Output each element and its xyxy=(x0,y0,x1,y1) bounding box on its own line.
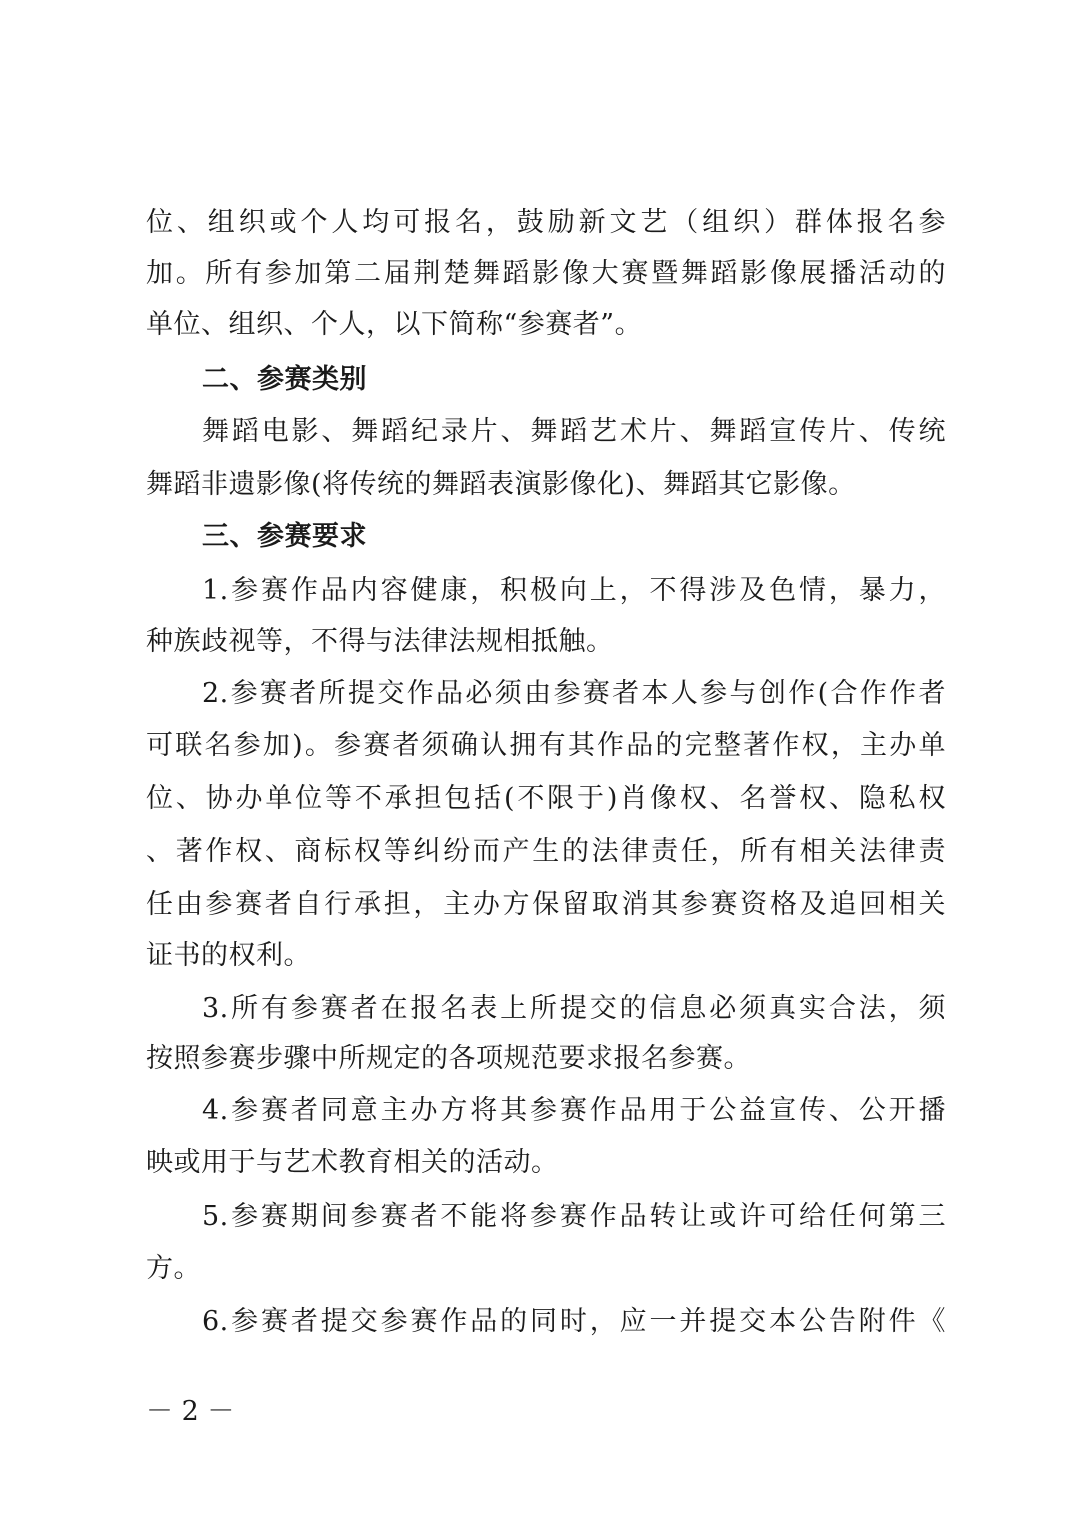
paragraph-line: 可联名参加)。参赛者须确认拥有其作品的完整著作权，主办单 xyxy=(146,730,946,761)
paragraph-line: 、著作权、商标权等纠纷而产生的法律责任，所有相关法律责 xyxy=(146,836,946,867)
paragraph-line: 4.参赛者同意主办方将其参赛作品用于公益宣传、公开播 xyxy=(202,1095,946,1126)
paragraph-line: 3.所有参赛者在报名表上所提交的信息必须真实合法，须 xyxy=(202,993,946,1024)
paragraph-line: 方。 xyxy=(146,1253,201,1284)
paragraph-line: 位、组织或个人均可报名，鼓励新文艺（组织）群体报名参 xyxy=(146,207,946,238)
paragraph-line: 单位、组织、个人，以下简称“参赛者”。 xyxy=(146,309,643,340)
paragraph-line: 种族歧视等，不得与法律法规相抵触。 xyxy=(146,626,614,657)
paragraph-line: 加。所有参加第二届荆楚舞蹈影像大赛暨舞蹈影像展播活动的 xyxy=(146,258,946,289)
paragraph-line: 2.参赛者所提交作品必须由参赛者本人参与创作(合作作者 xyxy=(202,678,946,709)
paragraph-line: 按照参赛步骤中所规定的各项规范要求报名参赛。 xyxy=(146,1043,751,1074)
paragraph-line: 舞蹈电影、舞蹈纪录片、舞蹈艺术片、舞蹈宣传片、传统 xyxy=(202,416,946,447)
page-number: － 2 － xyxy=(146,1396,235,1427)
paragraph-line: 位、协办单位等不承担包括(不限于)肖像权、名誉权、隐私权 xyxy=(146,783,946,814)
paragraph-line: 1.参赛作品内容健康，积极向上，不得涉及色情，暴力， xyxy=(202,575,946,606)
section-heading-categories: 二、参赛类别 xyxy=(202,364,367,395)
paragraph-line: 5.参赛期间参赛者不能将参赛作品转让或许可给任何第三 xyxy=(202,1201,946,1232)
section-heading-requirements: 三、参赛要求 xyxy=(202,521,367,552)
paragraph-line: 舞蹈非遗影像(将传统的舞蹈表演影像化)、舞蹈其它影像。 xyxy=(146,469,856,500)
paragraph-line: 任由参赛者自行承担，主办方保留取消其参赛资格及追回相关 xyxy=(146,889,946,920)
paragraph-line: 证书的权利。 xyxy=(146,940,311,971)
paragraph-line: 6.参赛者提交参赛作品的同时，应一并提交本公告附件《 xyxy=(202,1306,946,1337)
paragraph-line: 映或用于与艺术教育相关的活动。 xyxy=(146,1147,559,1178)
